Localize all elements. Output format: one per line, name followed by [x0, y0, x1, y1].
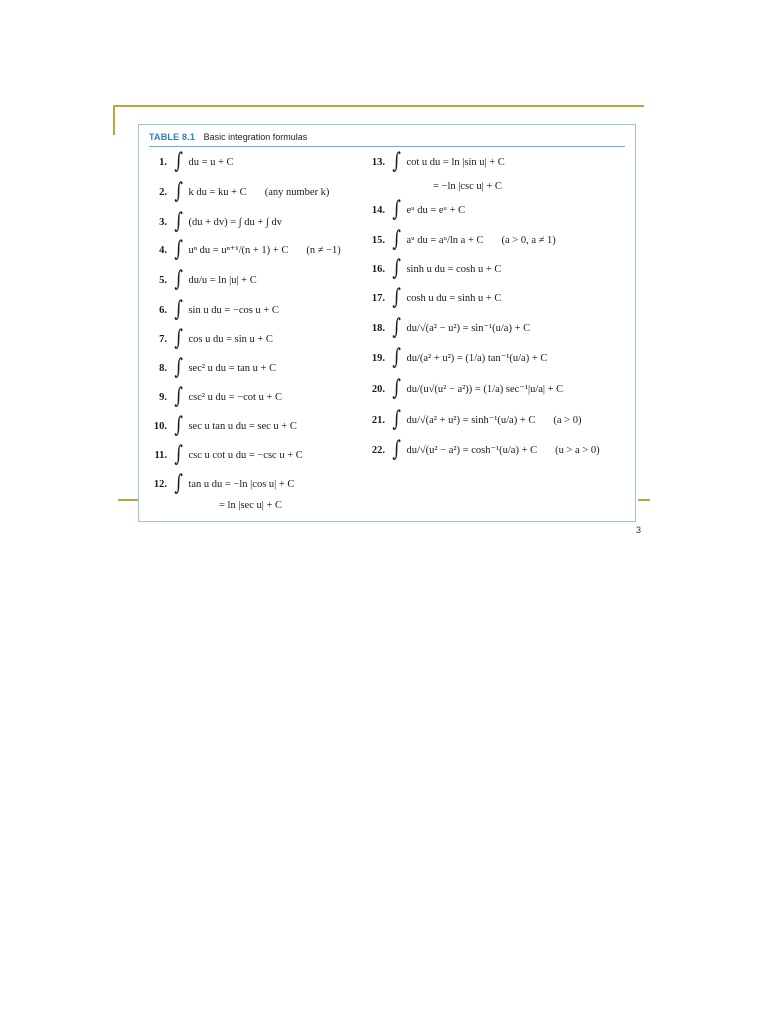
formula-number: 20. — [371, 383, 385, 395]
integral-sign: ∫ — [392, 285, 402, 310]
formula-row — [365, 439, 600, 461]
formula-number: 16. — [371, 263, 385, 275]
integration-table — [138, 124, 636, 522]
formula-number: 1. — [159, 156, 167, 168]
formula-row — [365, 199, 465, 221]
integral-sign: ∫ — [392, 376, 402, 401]
table-number: TABLE 8.1 — [149, 132, 196, 142]
table-header — [149, 132, 625, 147]
formula-number: 8. — [159, 362, 167, 374]
formula-number: 12. — [153, 478, 167, 490]
formula-number: 5. — [159, 274, 167, 286]
formula-number: 17. — [371, 292, 385, 304]
integral-sign: ∫ — [174, 237, 184, 262]
formula-expression: tan u du = −ln |cos u| + C — [188, 478, 295, 490]
formula-expression: du/u = ln |u| + C — [188, 274, 257, 286]
formula-row — [147, 473, 294, 495]
formula-row — [147, 239, 341, 261]
table-title: Basic integration formulas — [203, 132, 308, 142]
formula-expression: cot u du = ln |sin u| + C — [406, 156, 505, 168]
formula-number: 7. — [159, 333, 167, 345]
integral-sign: ∫ — [174, 355, 184, 380]
formula-row — [147, 299, 279, 321]
integral-sign: ∫ — [174, 442, 184, 467]
integral-sign: ∫ — [174, 149, 184, 174]
formula-row — [365, 409, 581, 431]
formula-expression: cosh u du = sinh u + C — [406, 292, 502, 304]
formula-row — [365, 317, 530, 339]
slide-border-bottom-right — [638, 499, 650, 501]
formula-condition: (u > a > 0) — [555, 444, 600, 456]
integral-sign: ∫ — [174, 471, 184, 496]
formula-expression: sec u tan u du = sec u + C — [188, 420, 297, 432]
formula-expression: du/(u√(u² − a²)) = (1/a) sec⁻¹|u/a| + C — [406, 384, 564, 395]
formula-expression: sin u du = −cos u + C — [188, 304, 279, 316]
formula-row — [147, 328, 273, 350]
formula-continuation: = ln |sec u| + C — [219, 500, 282, 511]
integral-sign: ∫ — [174, 326, 184, 351]
formula-row — [365, 151, 505, 173]
formula-condition: (a > 0) — [553, 414, 582, 426]
formula-number: 13. — [371, 156, 385, 168]
formula-expression: sinh u du = cosh u + C — [406, 263, 502, 275]
formula-expression: aᵘ du = aᵘ/ln a + C — [406, 234, 484, 246]
formula-row — [365, 287, 501, 309]
integral-sign: ∫ — [392, 407, 402, 432]
formula-expression: cos u du = sin u + C — [188, 333, 273, 345]
formula-expression: (du + dv) = ∫ du + ∫ dv — [188, 216, 282, 228]
integral-sign: ∫ — [174, 297, 184, 322]
formula-number: 18. — [371, 322, 385, 334]
formula-row — [147, 386, 282, 408]
formula-expression: du/(a² + u²) = (1/a) tan⁻¹(u/a) + C — [406, 353, 548, 364]
integral-sign: ∫ — [174, 179, 184, 204]
integral-sign: ∫ — [174, 267, 184, 292]
formula-expression: sec² u du = tan u + C — [188, 362, 277, 374]
formula-expression: csc² u du = −cot u + C — [188, 391, 282, 403]
formula-row — [365, 229, 556, 251]
formula-condition: (a > 0, a ≠ 1) — [501, 234, 556, 246]
formula-number: 3. — [159, 216, 167, 228]
integral-sign: ∫ — [174, 209, 184, 234]
integral-sign: ∫ — [392, 149, 402, 174]
formula-number: 2. — [159, 186, 167, 198]
slide-border-bottom-left — [118, 499, 138, 501]
integral-sign: ∫ — [392, 256, 402, 281]
formula-row — [365, 258, 501, 280]
formula-number: 6. — [159, 304, 167, 316]
integral-sign: ∫ — [392, 315, 402, 340]
formula-row — [147, 269, 257, 291]
formula-row — [365, 378, 563, 400]
formula-number: 19. — [371, 352, 385, 364]
formula-number: 11. — [154, 449, 167, 461]
formula-expression: du/√(a² + u²) = sinh⁻¹(u/a) + C — [406, 415, 536, 426]
formula-row — [147, 181, 329, 203]
formula-expression: eᵘ du = eᵘ + C — [406, 204, 466, 216]
formula-row — [147, 211, 282, 233]
formula-number: 21. — [371, 414, 385, 426]
formula-number: 9. — [159, 391, 167, 403]
integral-sign: ∫ — [392, 437, 402, 462]
formula-row — [365, 347, 547, 369]
integral-sign: ∫ — [174, 413, 184, 438]
formula-expression: uⁿ du = uⁿ⁺¹/(n + 1) + C — [188, 245, 289, 256]
formula-number: 15. — [371, 234, 385, 246]
formula-number: 14. — [371, 204, 385, 216]
formula-row — [147, 444, 303, 466]
formula-condition: (n ≠ −1) — [306, 244, 341, 256]
formula-expression: du = u + C — [188, 156, 234, 168]
formula-number: 22. — [371, 444, 385, 456]
formula-expression: csc u cot u du = −csc u + C — [188, 449, 303, 461]
formula-row — [147, 415, 297, 437]
page-number: 3 — [636, 525, 642, 535]
formula-condition: (any number k) — [264, 186, 330, 198]
integral-sign: ∫ — [392, 197, 402, 222]
formula-number: 10. — [153, 420, 167, 432]
formula-expression: k du = ku + C — [188, 186, 247, 198]
slide-border-left — [113, 105, 115, 135]
formula-expression: du/√(a² − u²) = sin⁻¹(u/a) + C — [406, 323, 531, 334]
formula-row — [147, 151, 234, 173]
formula-continuation: = −ln |csc u| + C — [433, 181, 502, 192]
formula-row — [147, 357, 276, 379]
integral-sign: ∫ — [392, 227, 402, 252]
slide-border-top — [113, 105, 644, 107]
integral-sign: ∫ — [174, 384, 184, 409]
formula-number: 4. — [159, 244, 167, 256]
integral-sign: ∫ — [392, 345, 402, 370]
formula-expression: du/√(u² − a²) = cosh⁻¹(u/a) + C — [406, 445, 538, 456]
